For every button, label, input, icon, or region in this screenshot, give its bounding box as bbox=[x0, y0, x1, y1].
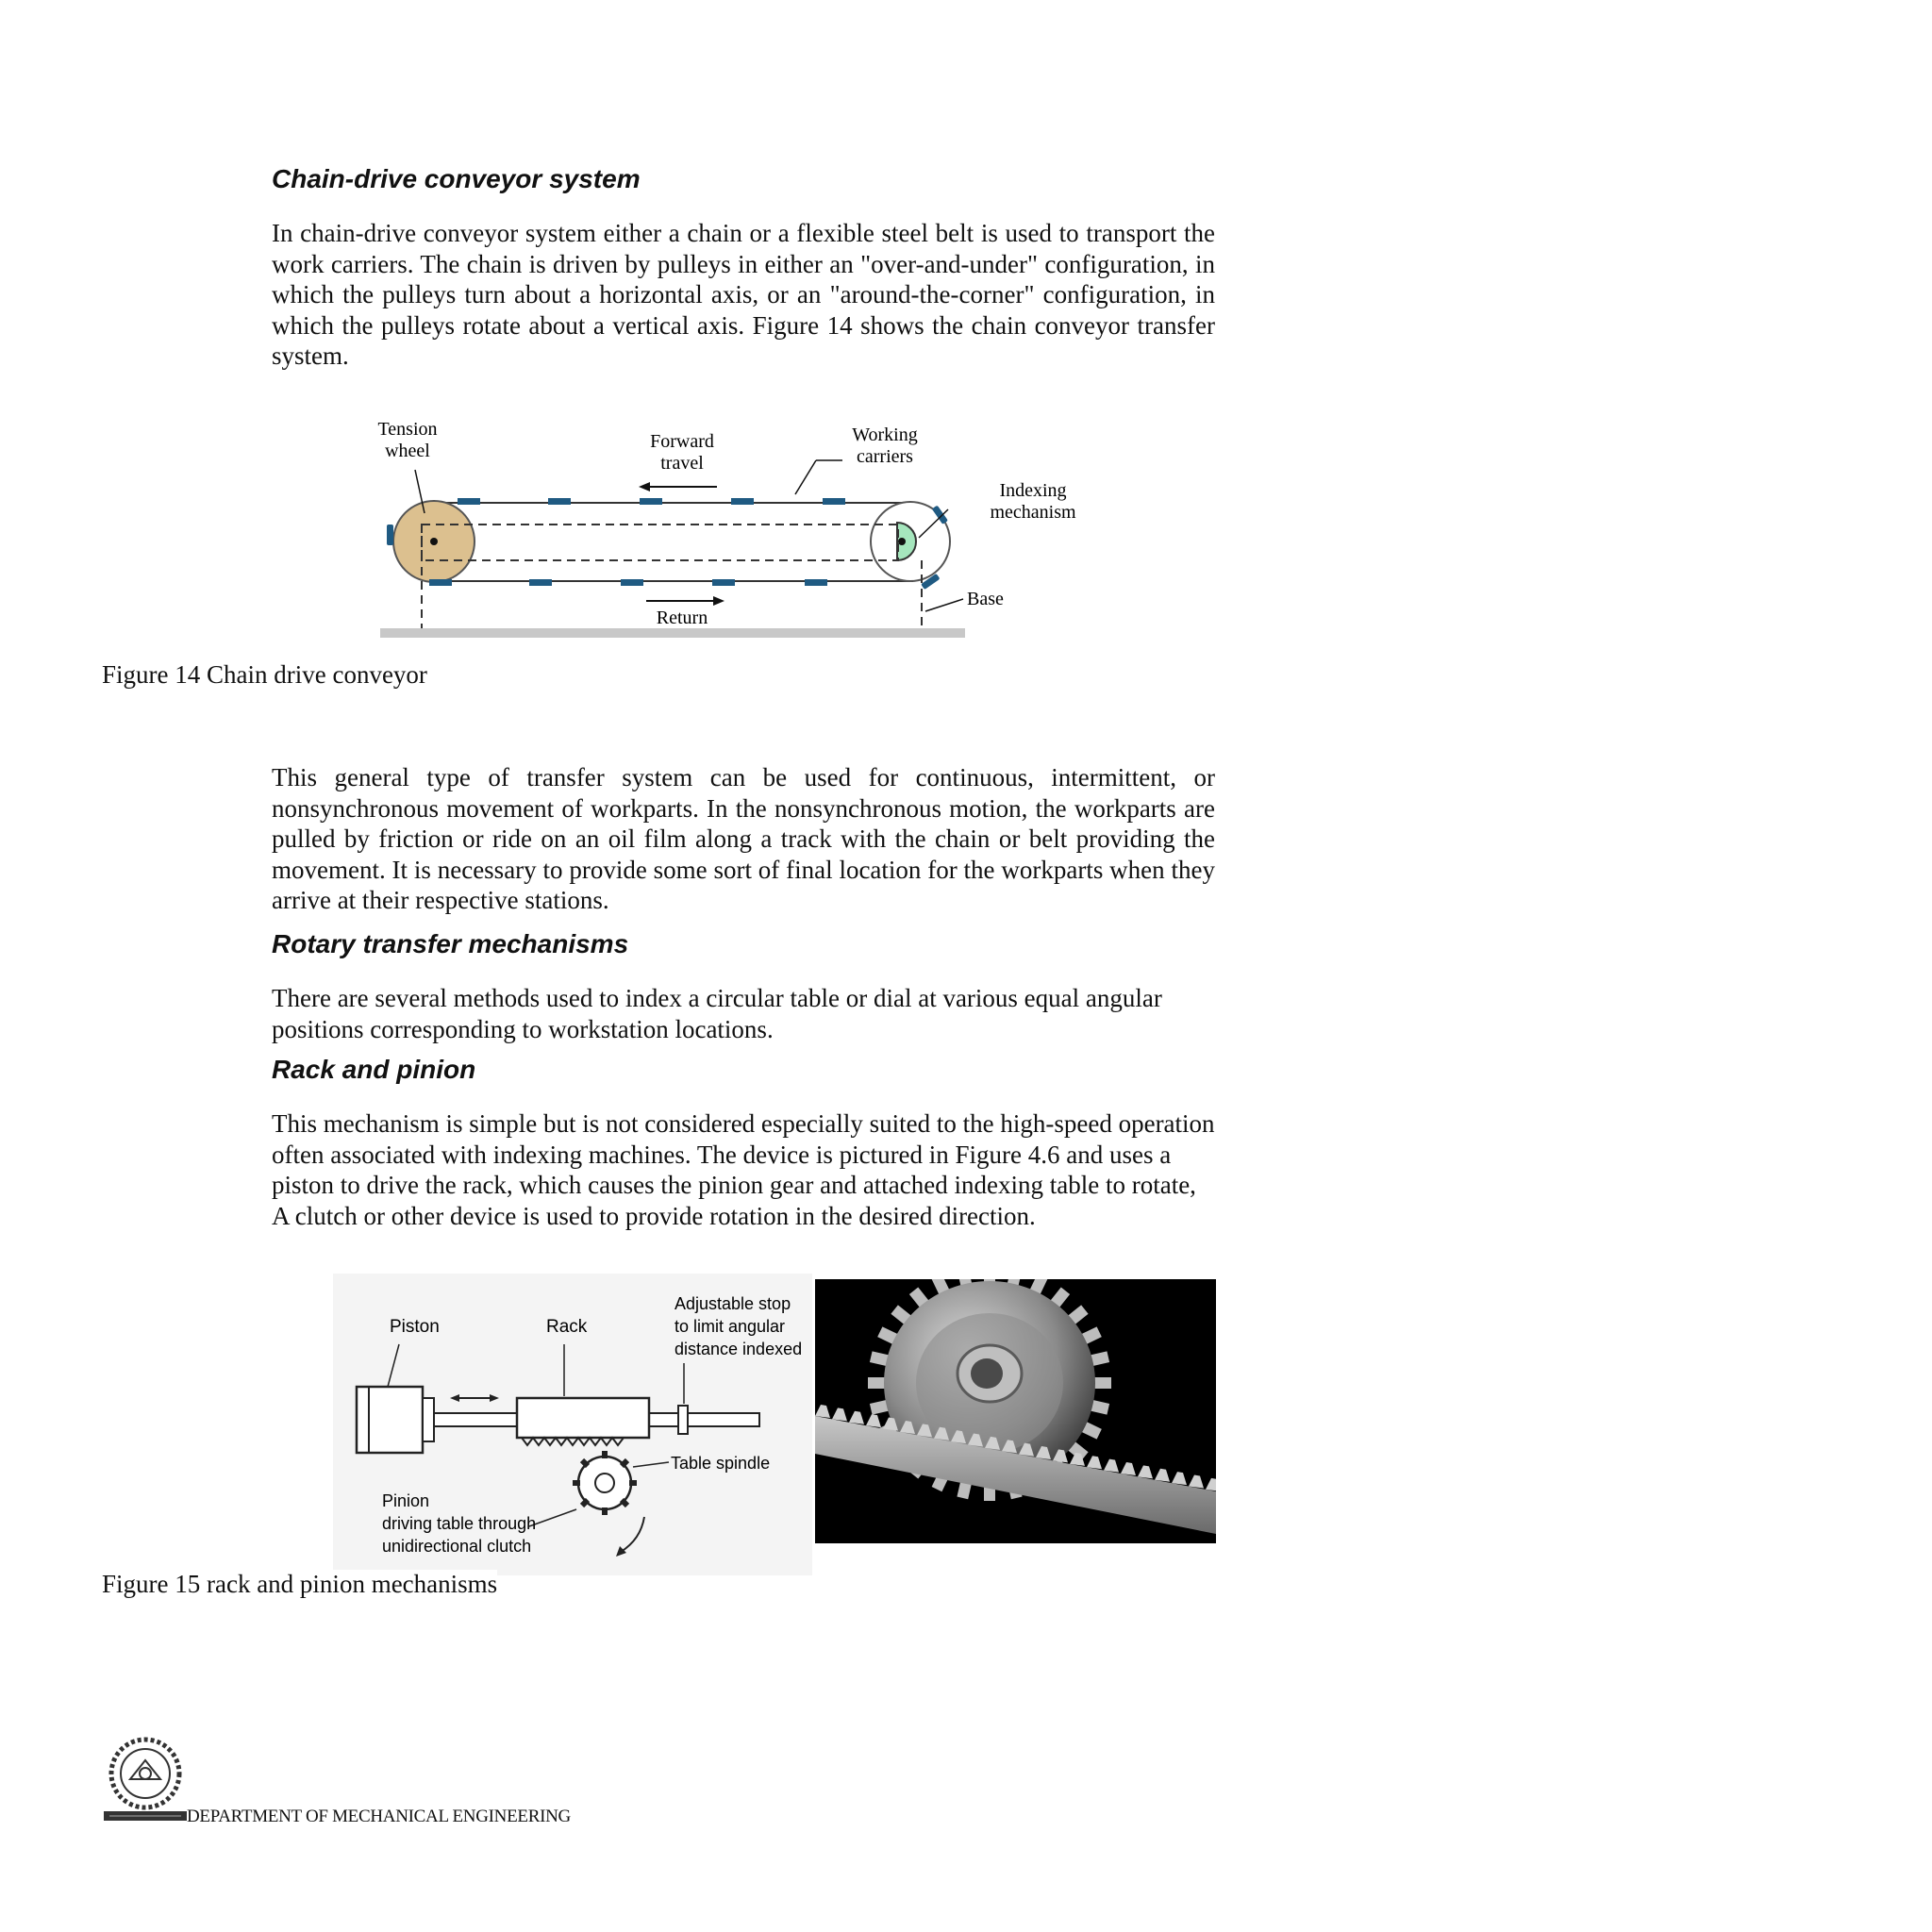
college-seal-icon bbox=[104, 1734, 187, 1824]
rack bbox=[517, 1398, 649, 1438]
heading-rotary-transfer: Rotary transfer mechanisms bbox=[272, 929, 629, 958]
label-indexing-1: Indexing bbox=[999, 480, 1067, 501]
label-forward-2: travel bbox=[660, 453, 704, 474]
label-working-2: carriers bbox=[857, 446, 913, 467]
label-stop-1: Adjustable stop bbox=[675, 1294, 791, 1313]
figure-15-rack-pinion-render bbox=[815, 1279, 1216, 1543]
figure-14-chain-conveyor bbox=[363, 411, 1094, 647]
label-stop-2: to limit angular bbox=[675, 1317, 786, 1336]
paragraph-rotary-transfer: There are several methods used to index a circular table or dial at various equal angular positions corresponding to workstation locations. bbox=[272, 984, 1162, 1043]
adjustable-stop bbox=[678, 1406, 688, 1434]
base-plate bbox=[380, 628, 965, 638]
label-pinion-2: driving table through bbox=[382, 1514, 537, 1533]
label-pinion-3: unidirectional clutch bbox=[382, 1537, 532, 1556]
caption-figure-15: Figure 15 rack and pinion mechanisms bbox=[102, 1570, 498, 1598]
label-indexing-2: mechanism bbox=[990, 502, 1076, 523]
heading-chain-drive: Chain-drive conveyor system bbox=[272, 164, 641, 193]
label-stop-3: distance indexed bbox=[675, 1340, 803, 1358]
piston-cylinder bbox=[357, 1387, 423, 1453]
footer-department: DEPARTMENT OF MECHANICAL ENGINEERING bbox=[187, 1807, 571, 1826]
heading-rack-pinion: Rack and pinion bbox=[272, 1055, 476, 1084]
label-piston: Piston bbox=[390, 1317, 440, 1337]
paragraph-chain-drive: In chain-drive conveyor system either a chain or a flexible steel belt is used to transport the work carriers. The chain is driven by pulleys in either an "over-and-under" configuration, in which the pulleys turn about a horizontal axis, or an "around-the-corner" configuration, in which the pulleys rotate about a vertical axis. Figure 14 shows the chain conveyor transfer system. bbox=[272, 219, 1215, 370]
paragraph-rack-pinion: This mechanism is simple but is not considered especially suited to the high-speed operation often associated with indexing machines. The device is pictured in Figure 4.6 and uses a piston to drive the rack, which causes the pinion gear and attached indexing table to rotate, A clutch or other device is used to provide rotation in the desired direction. bbox=[272, 1109, 1215, 1230]
label-working-1: Working bbox=[852, 425, 918, 445]
label-tension-1: Tension bbox=[377, 419, 438, 440]
label-tension-2: wheel bbox=[385, 441, 430, 461]
label-pinion-1: Pinion bbox=[382, 1491, 430, 1510]
label-spindle: Table spindle bbox=[671, 1454, 771, 1473]
paragraph-general-transfer: This general type of transfer system can be used for continuous, intermittent, or nonsynchronous movement of workparts. In the nonsynchronous motion, the workparts are pulled by friction or ride on an oil film along a track with the chain or belt providing the movement. It is necessary to provide some sort of final location for the workparts when they arrive at their respective stations. bbox=[272, 763, 1215, 914]
figure-15-rack-pinion-schematic bbox=[333, 1274, 812, 1575]
caption-figure-14: Figure 14 Chain drive conveyor bbox=[102, 660, 427, 689]
label-rack: Rack bbox=[546, 1317, 588, 1337]
label-return: Return bbox=[656, 608, 708, 628]
label-base: Base bbox=[967, 589, 1004, 609]
label-forward-1: Forward bbox=[650, 431, 714, 452]
